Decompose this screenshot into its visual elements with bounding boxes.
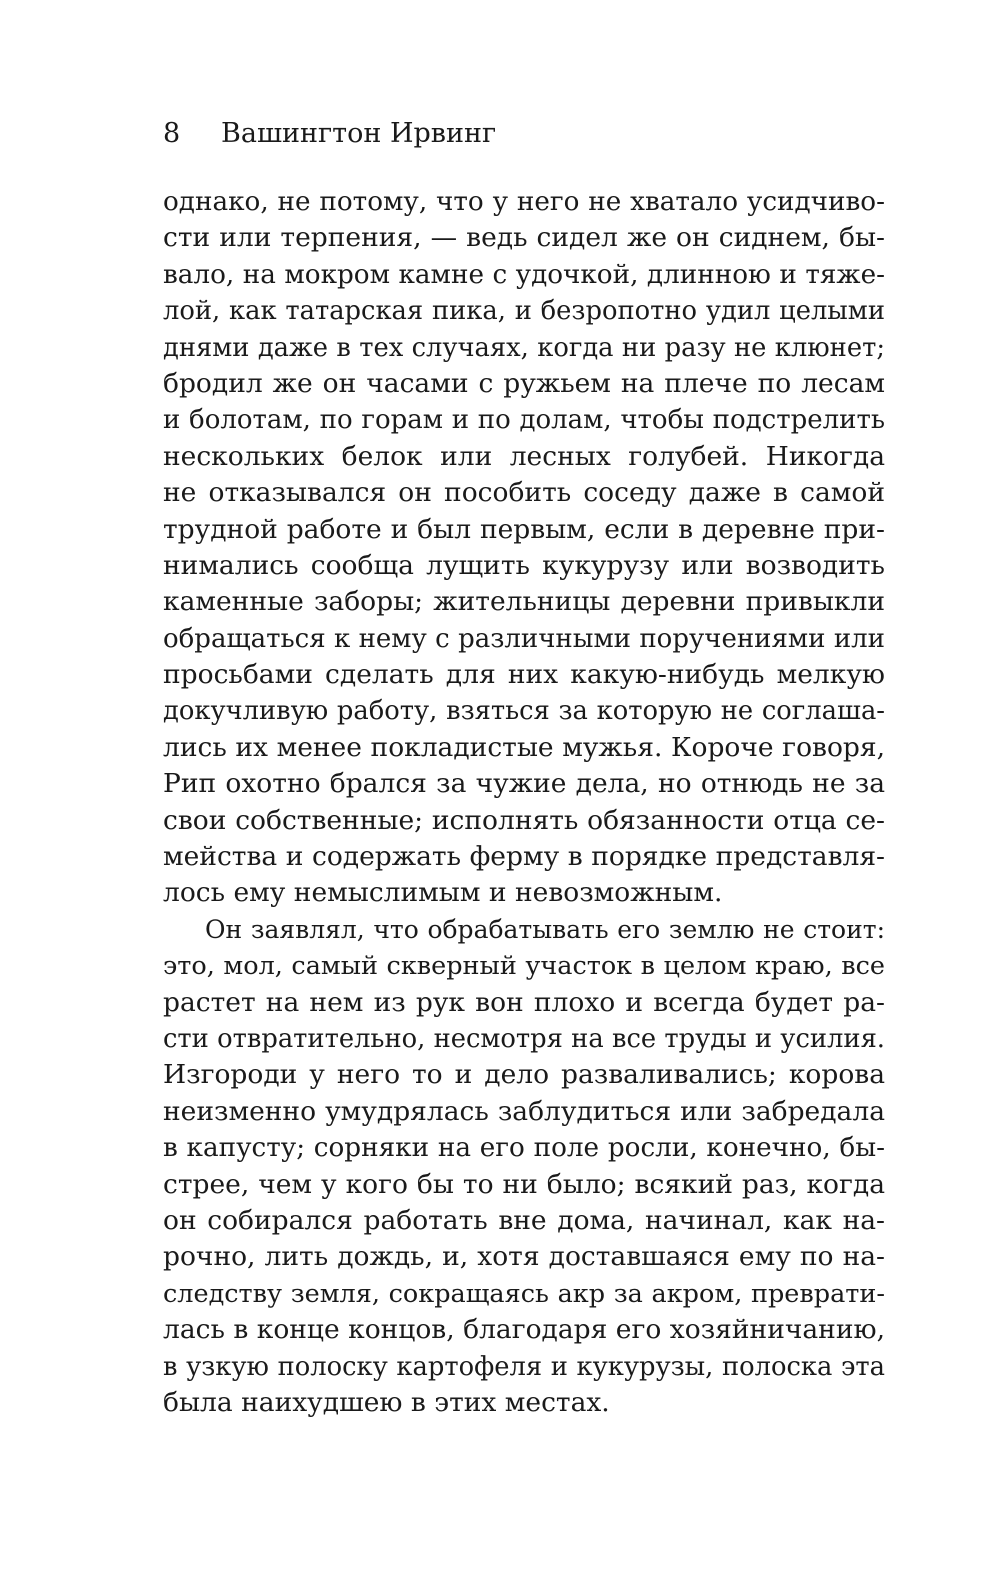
text-line: нескольких белок или лесных голубей. Никогда: [163, 440, 885, 472]
text-line: Он заявлял, что обрабатывать его землю не стоит:: [205, 914, 885, 944]
body-text: [163, 184, 885, 1421]
running-head-author: Вашингтон Ирвинг: [221, 118, 497, 149]
text-line: это, мол, самый скверный участок в целом краю, все: [163, 951, 885, 982]
page-number: 8: [163, 118, 181, 149]
text-line: лой, как татарская пика, и безропотно удил целыми: [163, 296, 885, 327]
text-line: днями даже в тех случаях, когда ни разу не клюнет;: [163, 332, 885, 363]
text-line: просьбами сделать для них какую-нибудь мелкую: [163, 659, 885, 691]
text-line: каменные заборы; жительницы деревни привыкли: [163, 586, 885, 618]
text-line: следству земля, сокращаясь акр за акром, преврати-: [163, 1278, 885, 1309]
text-line: не отказывался он пособить соседу даже в самой: [163, 477, 885, 509]
text-line: мейства и содержать ферму в порядке представля-: [163, 841, 885, 873]
text-line: обращаться к нему с различными поручениями или: [163, 623, 885, 654]
running-head: [163, 114, 496, 154]
text-line: свои собственные; исполнять обязанности отца се-: [163, 804, 885, 836]
text-line: лась в конце концов, благодаря его хозяйничанию,: [163, 1314, 885, 1346]
text-line: в узкую полоску картофеля и кукурузы, полоска эта: [163, 1351, 885, 1382]
text-line: однако, не потому, что у него не хватало усидчиво-: [163, 187, 885, 217]
text-line: вало, на мокром камне с удочкой, длинною и тяже-: [163, 259, 885, 290]
text-line: нимались сообща лущить кукурузу или возводить: [163, 549, 885, 581]
paragraph-2: [163, 912, 885, 1421]
text-line: Рип охотно брался за чужие дела, но отнюдь не за: [163, 768, 885, 800]
text-line: неизменно умудрялась заблудиться или забредала: [163, 1095, 885, 1127]
text-line: он собирался работать вне дома, начинал, как на-: [163, 1204, 885, 1236]
text-line: сти отвратительно, несмотря на все труды и усилия.: [163, 1023, 885, 1054]
text-line: лись их менее покладистые мужья. Короче говоря,: [163, 731, 885, 763]
paragraph-1: [163, 184, 885, 912]
text-line: докучливую работу, взяться за которую не соглаша-: [163, 696, 885, 727]
text-line: растет на нем из рук вон плохо и всегда будет ра-: [163, 986, 885, 1018]
text-line: лось ему немыслимым и невозможным.: [163, 877, 723, 909]
text-line: была наихудшею в этих местах.: [163, 1386, 610, 1418]
text-line: Изгороди у него то и дело разваливались; корова: [163, 1059, 885, 1091]
text-line: сти или терпения, — ведь сидел же он сиднем, бы-: [163, 222, 885, 254]
text-line: бродил же он часами с ружьем на плече по лесам: [163, 367, 885, 399]
text-line: стрее, чем у кого бы то ни было; всякий раз, когда: [163, 1168, 885, 1200]
text-line: трудной работе и был первым, если в деревне при-: [163, 513, 885, 545]
text-line: и болотам, по горам и по долам, чтобы подстрелить: [163, 405, 885, 436]
text-line: в капусту; сорняки на его поле росли, конечно, бы-: [163, 1133, 885, 1164]
text-line: рочно, лить дождь, и, хотя доставшаяся ему по на-: [163, 1241, 885, 1273]
